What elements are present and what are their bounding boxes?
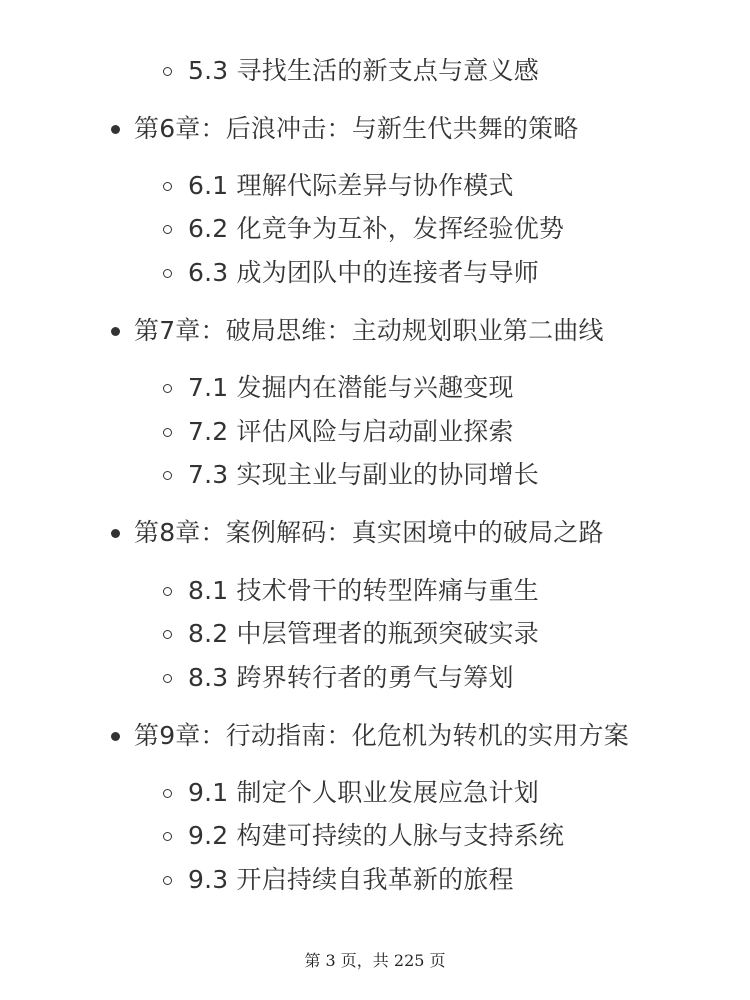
toc-section-title: 7.1 发掘内在潜能与兴趣变现: [188, 373, 514, 402]
toc-section-title: 8.3 跨界转行者的勇气与筹划: [188, 663, 514, 692]
hollow-bullet-icon: [163, 67, 172, 76]
hollow-bullet-icon: [163, 225, 172, 234]
toc-chapter-title: 第9章：行动指南：化危机为转机的实用方案: [134, 721, 629, 750]
toc-chapter-title: 第7章：破局思维：主动规划职业第二曲线: [134, 316, 604, 345]
filled-bullet-icon: [111, 732, 120, 741]
toc-section-title: 9.1 制定个人职业发展应急计划: [188, 778, 539, 807]
toc-section-title: 7.2 评估风险与启动副业探索: [188, 417, 514, 446]
hollow-bullet-icon: [163, 428, 172, 437]
toc-section-title: 6.2 化竞争为互补，发挥经验优势: [188, 214, 565, 243]
toc-section-title: 9.3 开启持续自我革新的旅程: [188, 865, 514, 894]
toc-chapter-title: 第8章：案例解码：真实困境中的破局之路: [134, 518, 604, 547]
hollow-bullet-icon: [163, 269, 172, 278]
hollow-bullet-icon: [163, 587, 172, 596]
toc-section-title: 8.2 中层管理者的瓶颈突破实录: [188, 619, 539, 648]
toc-section-title: 5.3 寻找生活的新支点与意义感: [188, 56, 539, 85]
filled-bullet-icon: [111, 529, 120, 538]
hollow-bullet-icon: [163, 471, 172, 480]
toc-section-title: 8.1 技术骨干的转型阵痛与重生: [188, 576, 539, 605]
toc-chapter-title: 第6章：后浪冲击：与新生代共舞的策略: [134, 114, 579, 143]
page-number-footer: 第 3 页，共 225 页: [304, 951, 446, 970]
toc-section-title: 6.1 理解代际差异与协作模式: [188, 171, 514, 200]
hollow-bullet-icon: [163, 384, 172, 393]
hollow-bullet-icon: [163, 674, 172, 683]
toc-section-title: 9.2 构建可持续的人脉与支持系统: [188, 821, 565, 850]
hollow-bullet-icon: [163, 876, 172, 885]
hollow-bullet-icon: [163, 832, 172, 841]
hollow-bullet-icon: [163, 630, 172, 639]
toc-section-title: 6.3 成为团队中的连接者与导师: [188, 258, 539, 287]
hollow-bullet-icon: [163, 182, 172, 191]
filled-bullet-icon: [111, 125, 120, 134]
toc-section-title: 7.3 实现主业与副业的协同增长: [188, 460, 539, 489]
hollow-bullet-icon: [163, 789, 172, 798]
filled-bullet-icon: [111, 327, 120, 336]
